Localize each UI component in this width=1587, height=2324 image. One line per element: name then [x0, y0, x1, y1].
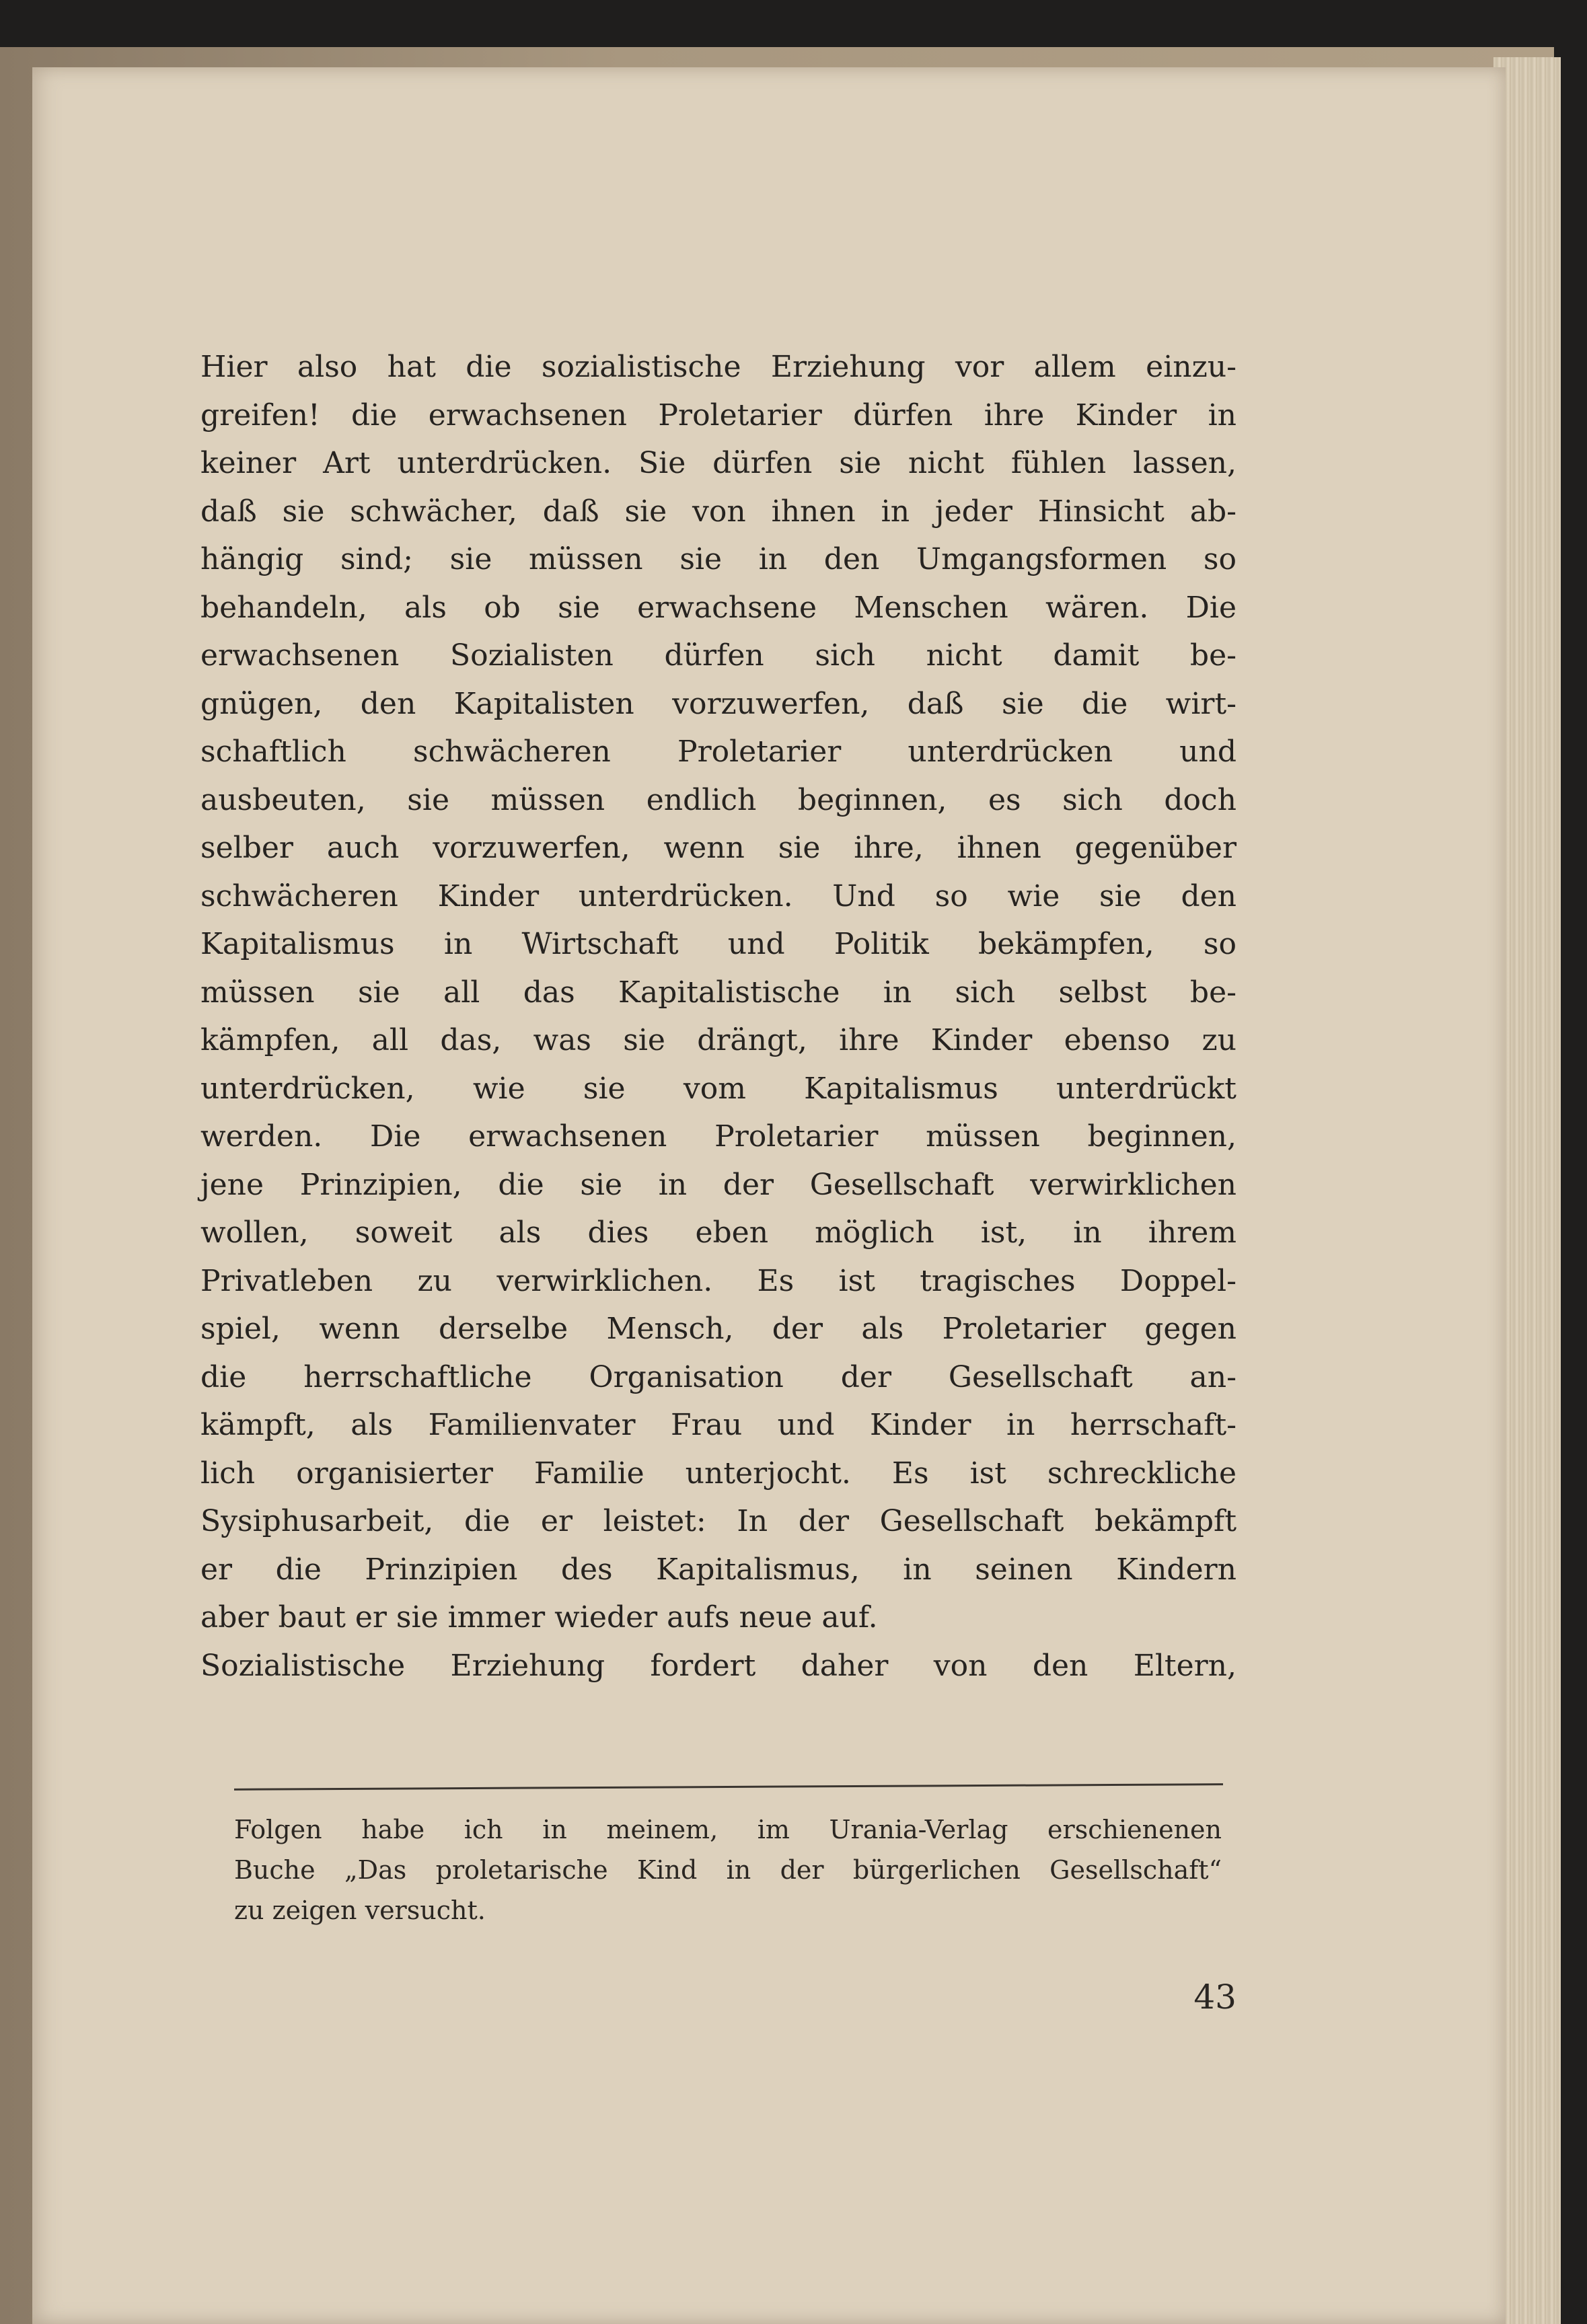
footnote-line: Folgen habe ich in meinem, im Urania-Verlag erschienenen	[234, 1815, 1222, 1844]
text-line: selber auch vorzuwerfen, wenn sie ihre, ihnen gegenüber	[200, 831, 1237, 865]
page-number: 43	[1193, 1978, 1237, 2017]
text-line: die herrschaftliche Organisation der Gesellschaft an-	[200, 1359, 1237, 1394]
text-line: ausbeuten, sie müssen endlich beginnen, es sich doch	[200, 782, 1237, 817]
text-line: unterdrücken, wie sie vom Kapitalismus unterdrückt	[200, 1071, 1237, 1106]
text-line: hängig sind; sie müssen sie in den Umgangsformen so	[200, 542, 1237, 576]
text-line: Privatleben zu verwirklichen. Es ist tragisches Doppel-	[200, 1263, 1237, 1298]
text-line: keiner Art unterdrücken. Sie dürfen sie nicht fühlen lassen,	[200, 446, 1237, 480]
text-line: schwächeren Kinder unterdrücken. Und so wie sie den	[200, 878, 1237, 913]
text-line: Hier also hat die sozialistische Erziehung vor allem einzu-	[200, 350, 1237, 384]
text-line: kämpfen, all das, was sie drängt, ihre Kinder ebenso zu	[200, 1023, 1237, 1057]
text-line: wollen, soweit als dies eben möglich ist, in ihrem	[200, 1215, 1237, 1250]
text-line: gnügen, den Kapitalisten vorzuwerfen, daß sie die wirt-	[200, 686, 1237, 721]
text-line: behandeln, als ob sie erwachsene Menschen wären. Die	[200, 590, 1237, 625]
text-line: Sozialistische Erziehung fordert daher von den Eltern,	[200, 1648, 1237, 1683]
footnote-divider	[234, 1783, 1223, 1791]
text-line: spiel, wenn derselbe Mensch, der als Proletarier gegen	[200, 1312, 1237, 1346]
text-line: jene Prinzipien, die sie in der Gesellschaft verwirklichen	[200, 1167, 1237, 1202]
text-line: daß sie schwächer, daß sie von ihnen in jeder Hinsicht ab-	[200, 494, 1237, 529]
body-text	[200, 343, 1237, 1690]
text-line: greifen! die erwachsenen Proletarier dürfen ihre Kinder in	[200, 398, 1237, 433]
text-line: erwachsenen Sozialisten dürfen sich nicht damit be-	[200, 638, 1237, 673]
text-line: werden. Die erwachsenen Proletarier müssen beginnen,	[200, 1119, 1237, 1154]
text-line: Sysiphusarbeit, die er leistet: In der Gesellschaft bekämpft	[200, 1504, 1237, 1538]
footnote-line: Buche „Das proletarische Kind in der bürgerlichen Gesellschaft“	[234, 1855, 1222, 1885]
text-line: Kapitalismus in Wirtschaft und Politik bekämpfen, so	[200, 927, 1237, 961]
footnote	[234, 1809, 1222, 1931]
text-line: schaftlich schwächeren Proletarier unterdrücken und	[200, 735, 1237, 769]
footnote-line: zu zeigen versucht.	[234, 1896, 486, 1925]
book-page	[32, 67, 1506, 2324]
text-line: kämpft, als Familienvater Frau und Kinder in herrschaft-	[200, 1408, 1237, 1442]
text-line: lich organisierter Familie unterjocht. Es ist schreckliche	[200, 1456, 1237, 1491]
paragraph	[200, 343, 1237, 1690]
text-line: er die Prinzipien des Kapitalismus, in seinen Kindern	[200, 1552, 1237, 1587]
text-line: aber baut er sie immer wieder aufs neue auf.	[200, 1600, 878, 1635]
text-line: müssen sie all das Kapitalistische in sich selbst be-	[200, 975, 1237, 1010]
